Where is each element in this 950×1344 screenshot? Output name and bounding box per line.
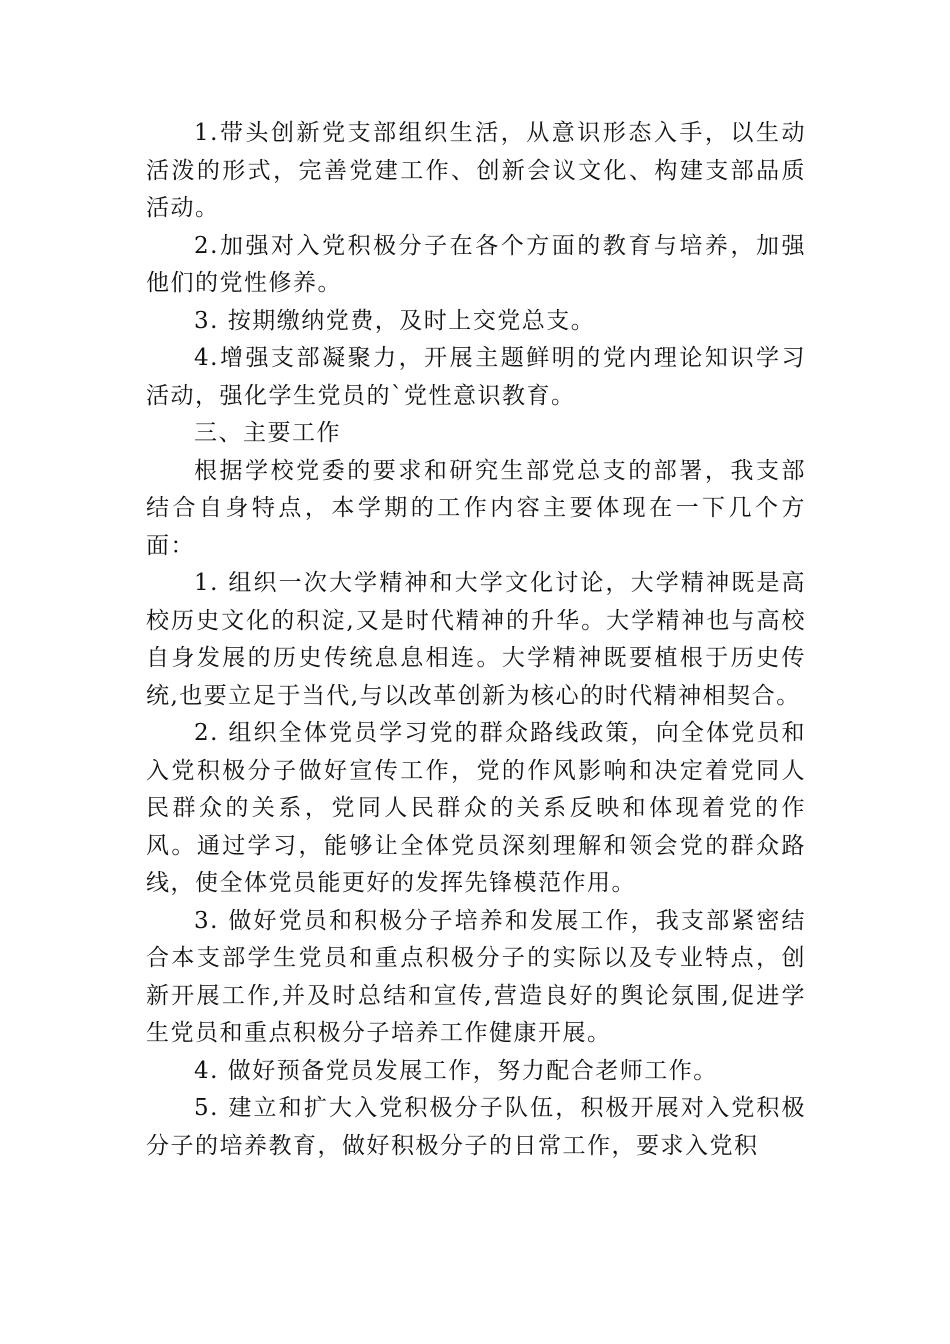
paragraph-goal-2: 2.加强对入党积极分子在各个方面的教育与培养，加强他们的党性修养。 [146,232,806,296]
paragraph-work-2: 2. 组织全体党员学习党的群众路线政策，向全体党员和入党积极分子做好宣传工作，党的作风影响和决定着党同人民群众的关系，党同人民群众的关系反映和体现着党的作风。通过学习，能够让全体党员深刻理解和领会党的群众路线，使全体党员能更好的发挥先锋模范作用。 [146,720,806,896]
paragraph-work-1: 1. 组织一次大学精神和大学文化讨论，大学精神既是高校历史文化的积淀,又是时代精神的升华。大学精神也与高校自身发展的历史传统息息相连。大学精神既要植根于历史传统,也要立足于当代,与以改革创新为核心的时代精神相契合。 [146,570,806,709]
paragraph-intro: 根据学校党委的要求和研究生部党总支的部署，我支部结合自身特点，本学期的工作内容主要体现在一下几个方面： [146,457,806,559]
paragraph-work-3: 3. 做好党员和积极分子培养和发展工作，我支部紧密结合本支部学生党员和重点积极分子的实际以及专业特点，创新开展工作,并及时总结和宣传,营造良好的舆论氛围,促进学生党员和重点积极分子培养工作健康开展。 [146,907,806,1046]
paragraph-goal-3: 3. 按期缴纳党费，及时上交党总支。 [194,307,596,334]
document-body [146,115,806,1165]
paragraph-work-5: 5. 建立和扩大入党积极分子队伍，积极开展对入党积极分子的培养教育，做好积极分子的日常工作，要求入党积 [146,1095,806,1159]
paragraph-goal-1: 1.带头创新党支部组织生活，从意识形态入手，以生动活泼的形式，完善党建工作、创新会议文化、构建支部品质活动。 [146,120,806,221]
paragraph-goal-4: 4.增强支部凝聚力，开展主题鲜明的党内理论知识学习活动，强化学生党员的`党性意识教育。 [146,345,806,409]
paragraph-work-4: 4. 做好预备党员发展工作，努力配合老师工作。 [194,1057,718,1084]
section-heading-main-work: 三、主要工作 [194,420,341,446]
